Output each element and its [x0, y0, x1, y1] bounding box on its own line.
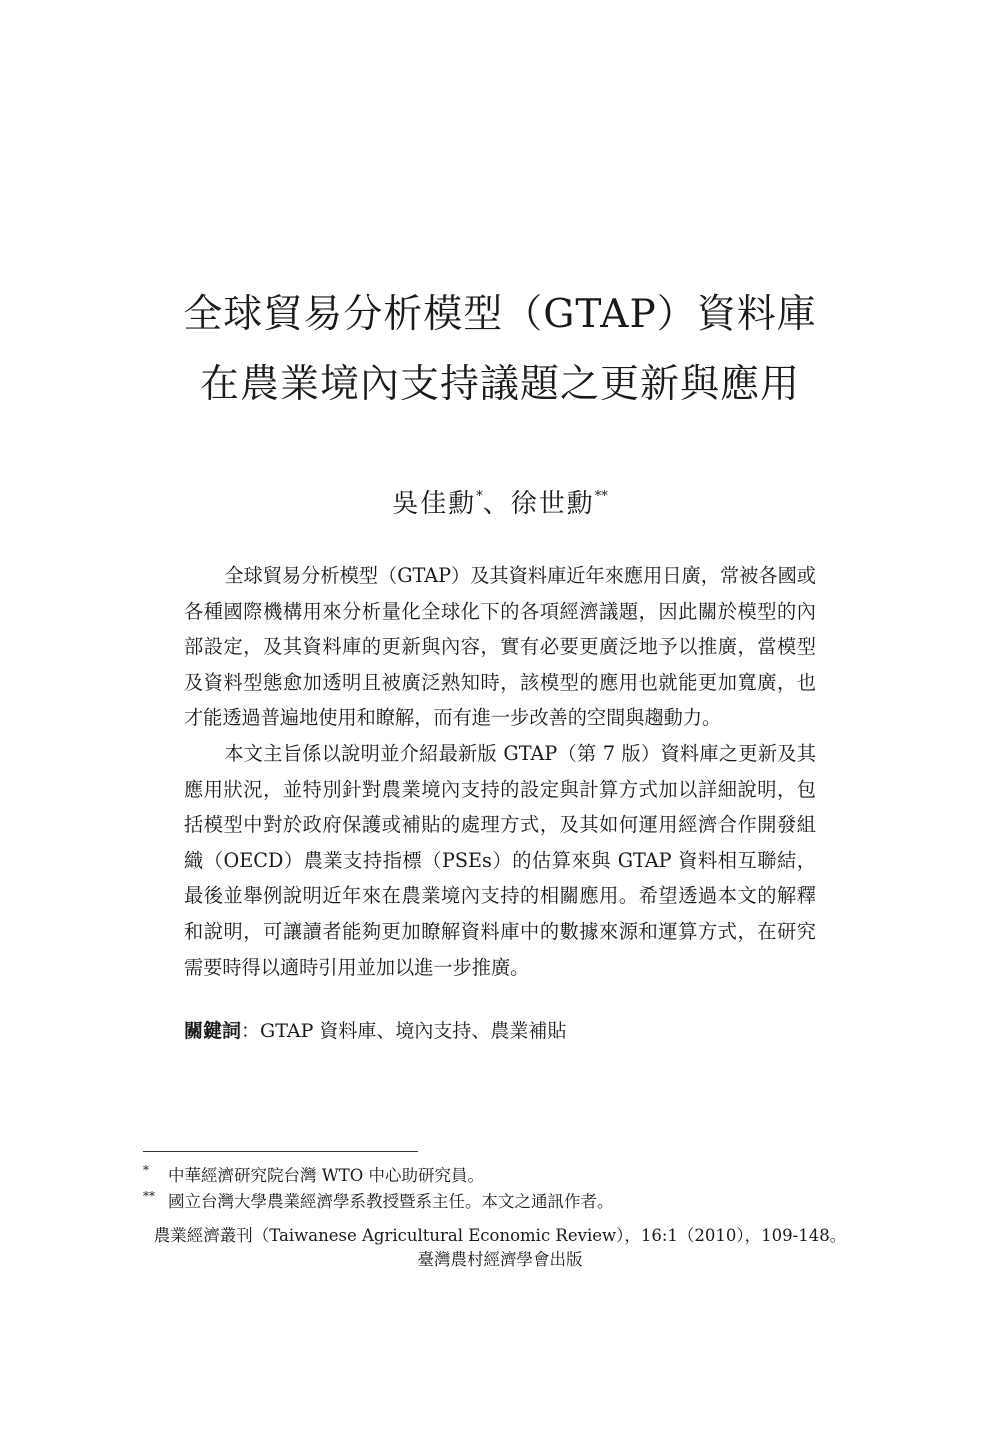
keywords-label: 關鍵詞: [184, 1020, 242, 1042]
footnote-divider: [143, 1151, 418, 1152]
author-1-footnote-mark: *: [476, 489, 483, 504]
author-2-footnote-mark: **: [594, 489, 608, 504]
footnote-2-text: 國立台灣大學農業經濟學系教授暨系主任。本文之通訊作者。: [168, 1192, 614, 1211]
author-line: [0, 480, 1000, 521]
keywords: [184, 1016, 566, 1046]
abstract: [184, 558, 816, 985]
keywords-colon: ：: [241, 1020, 261, 1042]
title-line-1: 全球貿易分析模型（GTAP）資料庫: [183, 292, 817, 337]
footnote-2-mark: **: [143, 1189, 155, 1203]
keywords-text: GTAP 資料庫、境內支持、農業補貼: [260, 1020, 567, 1042]
author-separator: 、: [482, 489, 511, 519]
abstract-paragraph-2: 本文主旨係以說明並介紹最新版 GTAP（第 7 版）資料庫之更新及其應用狀況，並特別針對農業境內支持的設定與計算方式加以詳細說明，包括模型中對於政府保護或補貼的處理方式，及其如何運用經濟合作開發組織（OECD）農業支持指標（PSEs）的估算來與 GTAP 資料相互聯結，最後並舉例說明近年來在農業境內支持的相關應用。希望透過本文的解釋和說明，可讓讀者能夠更加瞭解資料庫中的數據來源和運算方式，在研究需要時得以適時引用並加以進一步推廣。: [184, 741, 816, 979]
author-name-1: 吳佳勳: [392, 489, 477, 519]
footnote-1-text: 中華經濟研究院台灣 WTO 中心助研究員。: [168, 1166, 484, 1185]
publisher-line: 臺灣農村經濟學會出版: [417, 1250, 583, 1269]
journal-citation: 農業經濟叢刊（Taiwanese Agricultural Economic Review），16:1（2010），109-148。: [153, 1226, 847, 1245]
title-line-2: 在農業境內支持議題之更新與應用: [199, 362, 800, 407]
footnote-1-mark: *: [143, 1163, 149, 1177]
author-name-2: 徐世勳: [510, 489, 595, 519]
abstract-paragraph-1: 全球貿易分析模型（GTAP）及其資料庫近年來應用日廣，常被各國或各種國際機構用來分析量化全球化下的各項經濟議題，因此關於模型的內部設定，及其資料庫的更新與內容，實有必要更廣泛地予以推廣，當模型及資料型態愈加透明且被廣泛熟知時，該模型的應用也就能更加寬廣，也才能透過普遍地使用和瞭解，而有進一步改善的空間與趨動力。: [184, 564, 816, 730]
